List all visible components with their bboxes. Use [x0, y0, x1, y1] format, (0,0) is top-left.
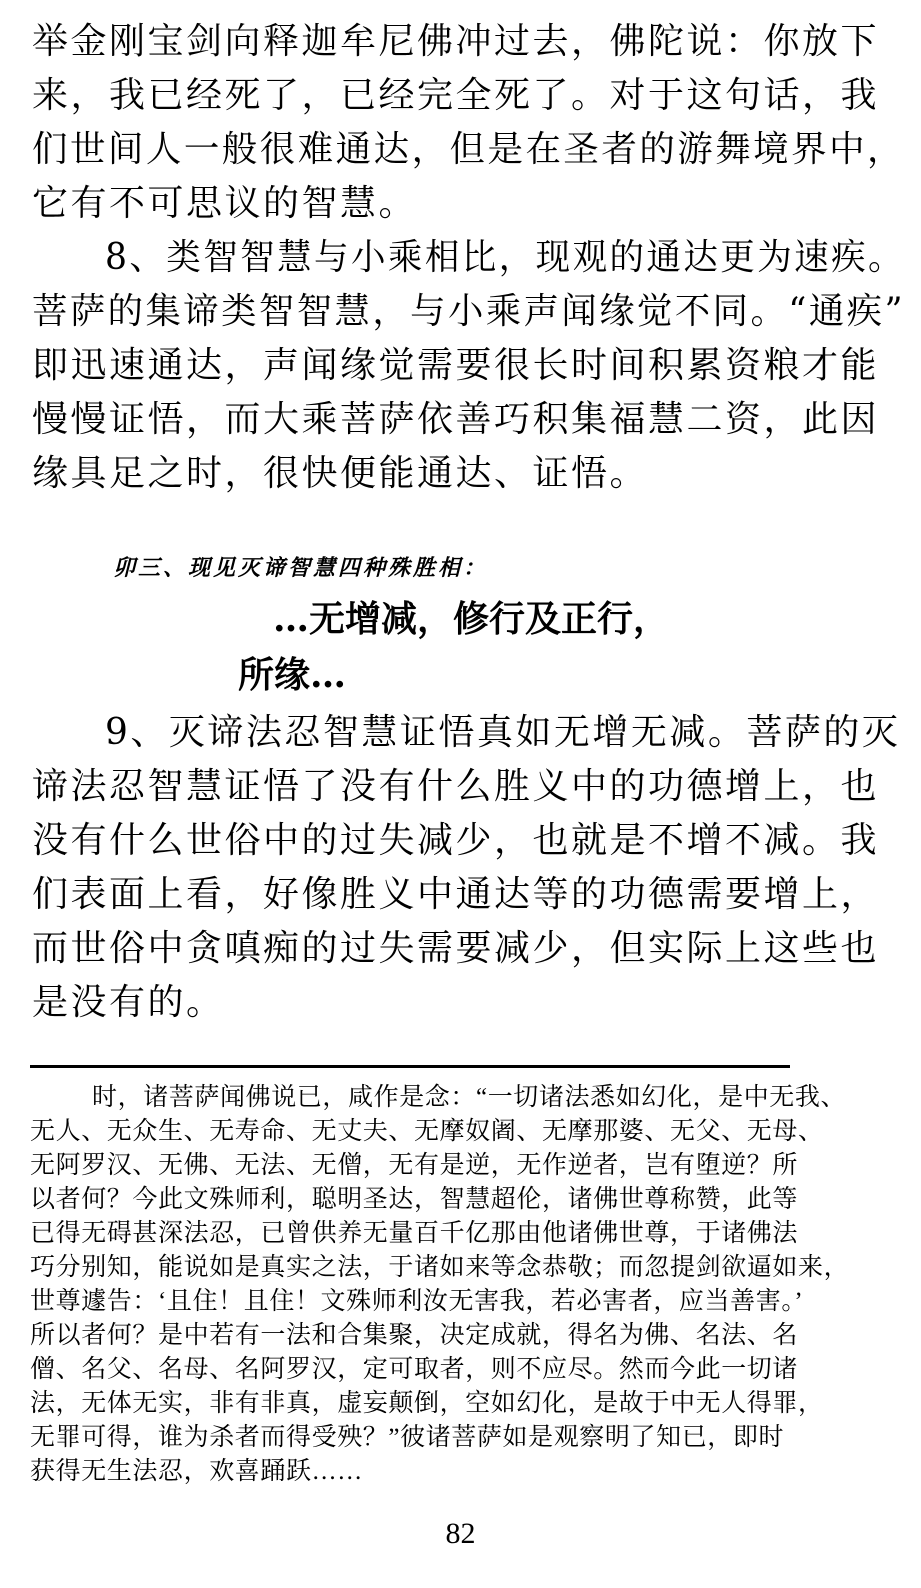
footnote-line-12: 获得无生法忍，欢喜踊跃……: [30, 1458, 363, 1485]
section-heading: 卯三、现见灭谛智慧四种殊胜相：: [113, 555, 489, 581]
footnote-line-5: 已得无碍甚深法忍，已曾供养无量百千亿那由他诸佛世尊，于诸佛法: [30, 1220, 799, 1247]
body-line-4: 它有不可思议的智慧。: [32, 183, 418, 224]
footnote-line-11: 无罪可得，谁为杀者而得受殃？”彼诸菩萨如是观察明了知已，即时: [30, 1424, 785, 1451]
footnote-line-10: 法，无体无实，非有非真，虚妄颠倒，空如幻化，是故于中无人得罪，: [30, 1390, 824, 1417]
body-line-15: 是没有的。: [32, 982, 225, 1023]
footnote-line-7: 世尊遽告：‘且住！且住！文殊师利汝无害我，若必害者，应当善害。’: [30, 1288, 804, 1315]
body-line-6: 菩萨的集谛类智智慧，与小乘声闻缘觉不同。“通疾”: [32, 291, 905, 332]
body-line-1: 举金刚宝剑向释迦牟尼佛冲过去，佛陀说：你放下: [32, 21, 880, 62]
body-line-14: 而世俗中贪嗔痴的过失需要减少，但实际上这些也: [32, 928, 880, 969]
body-line-9: 缘具足之时，很快便能通达、证悟。: [32, 453, 649, 494]
footnote-divider: [30, 1065, 790, 1068]
body-line-2: 来，我已经死了，已经完全死了。对于这句话，我: [32, 75, 880, 116]
page-number: 82: [445, 1517, 476, 1550]
footnote-line-6: 巧分别知，能说如是真实之法，于诸如来等念恭敬；而忽提剑欲逼如来，: [30, 1254, 850, 1281]
body-line-13: 们表面上看，好像胜义中通达等的功德需要增上，: [32, 874, 880, 915]
verse-line-1: …无增减，修行及正行，: [273, 598, 670, 640]
verse-line-2: 所缘…: [238, 654, 347, 696]
body-line-3: 们世间人一般很难通达，但是在圣者的游舞境界中，: [32, 129, 906, 170]
footnote-line-4: 以者何？今此文殊师利，聪明圣达，智慧超伦，诸佛世尊称赞，此等: [30, 1186, 799, 1213]
body-line-7: 即迅速通达，声闻缘觉需要很长时间积累资粮才能: [32, 345, 880, 386]
footnote-line-8: 所以者何？是中若有一法和合集聚，决定成就，得名为佛、名法、名: [30, 1322, 799, 1349]
body-line-12: 没有什么世俗中的过失减少，也就是不增不减。我: [32, 820, 880, 861]
footnote-line-2: 无人、无众生、无寿命、无丈夫、无摩奴阇、无摩那婆、无父、无母、: [30, 1118, 824, 1145]
body-line-5: 8、类智智慧与小乘相比，现观的通达更为速疾。: [105, 237, 905, 278]
footnote-line-3: 无阿罗汉、无佛、无法、无僧，无有是逆，无作逆者，岂有堕逆？所: [30, 1152, 799, 1179]
footnote-line-9: 僧、名父、名母、名阿罗汉，定可取者，则不应尽。然而今此一切诸: [30, 1356, 799, 1383]
body-line-11: 谛法忍智慧证悟了没有什么胜义中的功德增上，也: [32, 766, 880, 807]
body-line-8: 慢慢证悟，而大乘菩萨依善巧积集福慧二资，此因: [32, 399, 880, 440]
body-line-10: 9、灭谛法忍智慧证悟真如无增无减。菩萨的灭: [105, 712, 901, 753]
footnote-line-1: 时，诸菩萨闻佛说已，咸作是念：“一切诸法悉如幻化，是中无我、: [92, 1084, 847, 1111]
